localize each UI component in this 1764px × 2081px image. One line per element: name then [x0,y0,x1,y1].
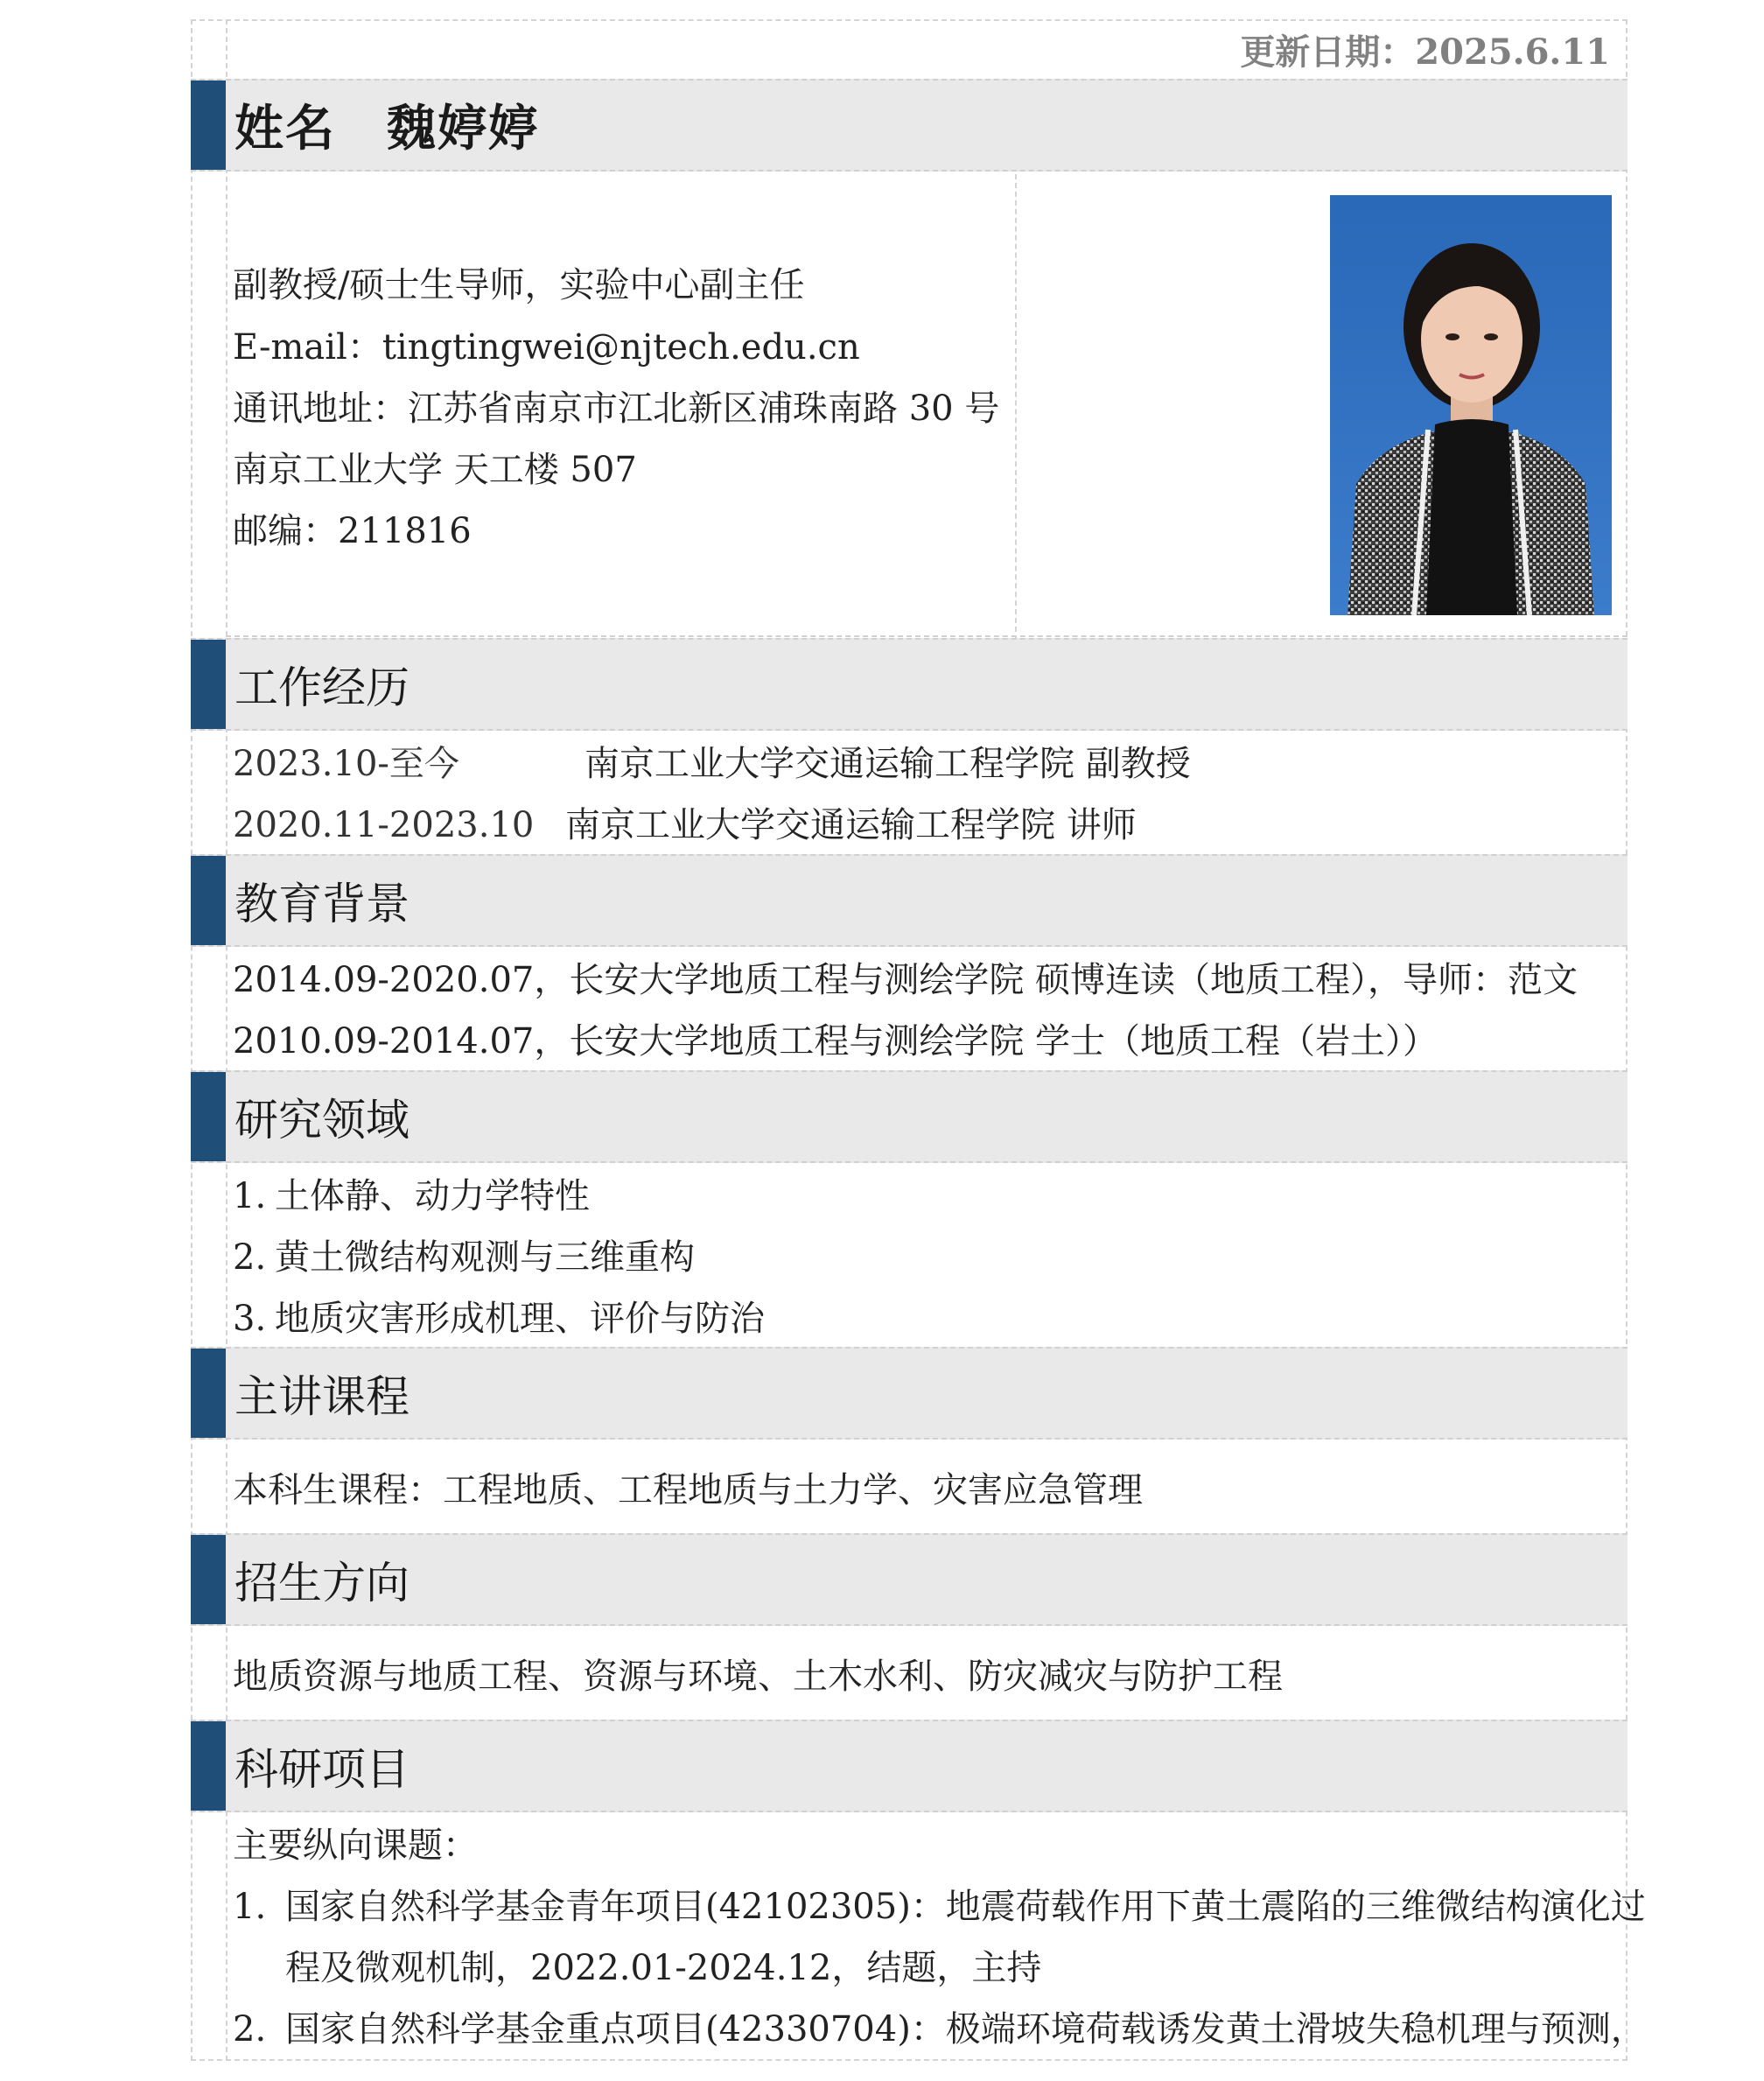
section-title: 主讲课程 [234,1371,410,1422]
enrollment-text: 地质资源与地质工程、资源与环境、土木水利、防灾减灾与防护工程 [233,1657,1283,1697]
item-number: 1. [233,1176,267,1216]
profile-address-2: 南京工业大学 天工楼 507 [233,450,637,490]
item-number: 2. [233,2009,267,2049]
section-title: 招生方向 [234,1558,410,1608]
work-period: 2020.11-2023.10 [233,805,535,845]
education-item: 2010.09-2014.07，长安大学地质工程与测绘学院 学士（地质工程（岩土）） [233,1021,1438,1062]
research-item [233,1237,695,1279]
work-detail: 南京工业大学交通运输工程学院 讲师 [565,805,1137,845]
section-projects [191,1720,1628,1812]
name-label: 姓名 [234,100,336,158]
accent-bar [191,1349,226,1438]
section-enrollment [191,1533,1628,1626]
update-date: 更新日期：2025.6.11 [1240,32,1610,73]
section-title: 研究领域 [234,1095,410,1146]
profile-email: E-mail：tingtingwei@njtech.edu.cn [233,327,860,368]
profile-postcode: 邮编：211816 [233,511,472,551]
profile-address: 通讯地址：江苏省南京市江北新区浦珠南路 30 号 [233,389,1000,429]
project-text: 国家自然科学基金青年项目(42102305)：地震荷载作用下黄土震陷的三维微结构演化过 [285,1887,1646,1927]
section-courses [191,1347,1628,1440]
section-work [191,638,1628,731]
item-text: 土体静、动力学特性 [275,1176,590,1216]
divider [226,635,1628,637]
research-item [233,1298,765,1340]
section-title: 科研项目 [234,1744,410,1795]
project-item [233,1886,1646,1928]
education-item: 2014.09-2020.07，长安大学地质工程与测绘学院 硕博连读（地质工程），导师：范文 [233,960,1578,1000]
name-row [234,81,539,170]
project-text-cont: 程及微观机制，2022.01-2024.12，结题，主持 [285,1948,1042,1988]
accent-bar [191,856,226,945]
accent-bar [191,1072,226,1161]
work-detail: 南京工业大学交通运输工程学院 副教授 [584,744,1191,784]
name-header [191,79,1628,172]
accent-bar [191,1535,226,1624]
profile-title: 副教授/硕士生导师，实验中心副主任 [233,265,805,305]
profile-photo [1330,195,1612,615]
work-item [233,743,459,785]
section-research [191,1070,1628,1163]
project-item [233,2008,1646,2050]
accent-bar [191,81,226,170]
projects-intro: 主要纵向课题： [233,1825,478,1866]
item-text: 黄土微结构观测与三维重构 [275,1237,695,1278]
project-text: 国家自然科学基金重点项目(42330704)：极端环境荷载诱发黄土滑坡失稳机理与预测， [285,2009,1646,2049]
section-title: 工作经历 [234,662,410,713]
section-education [191,854,1628,947]
item-number: 2. [233,1237,267,1278]
accent-bar [191,640,226,729]
item-number: 3. [233,1299,267,1339]
work-period: 2023.10-至今 [233,744,459,784]
item-text: 地质灾害形成机理、评价与防治 [275,1299,765,1339]
work-item [233,804,534,846]
name-value: 魏婷婷 [387,100,539,158]
item-number: 1. [233,1887,267,1927]
accent-bar [191,1721,226,1811]
research-item [233,1175,590,1217]
profile-divider [1015,174,1017,641]
section-title: 教育背景 [234,879,410,929]
courses-text: 本科生课程：工程地质、工程地质与土力学、灾害应急管理 [233,1470,1143,1510]
